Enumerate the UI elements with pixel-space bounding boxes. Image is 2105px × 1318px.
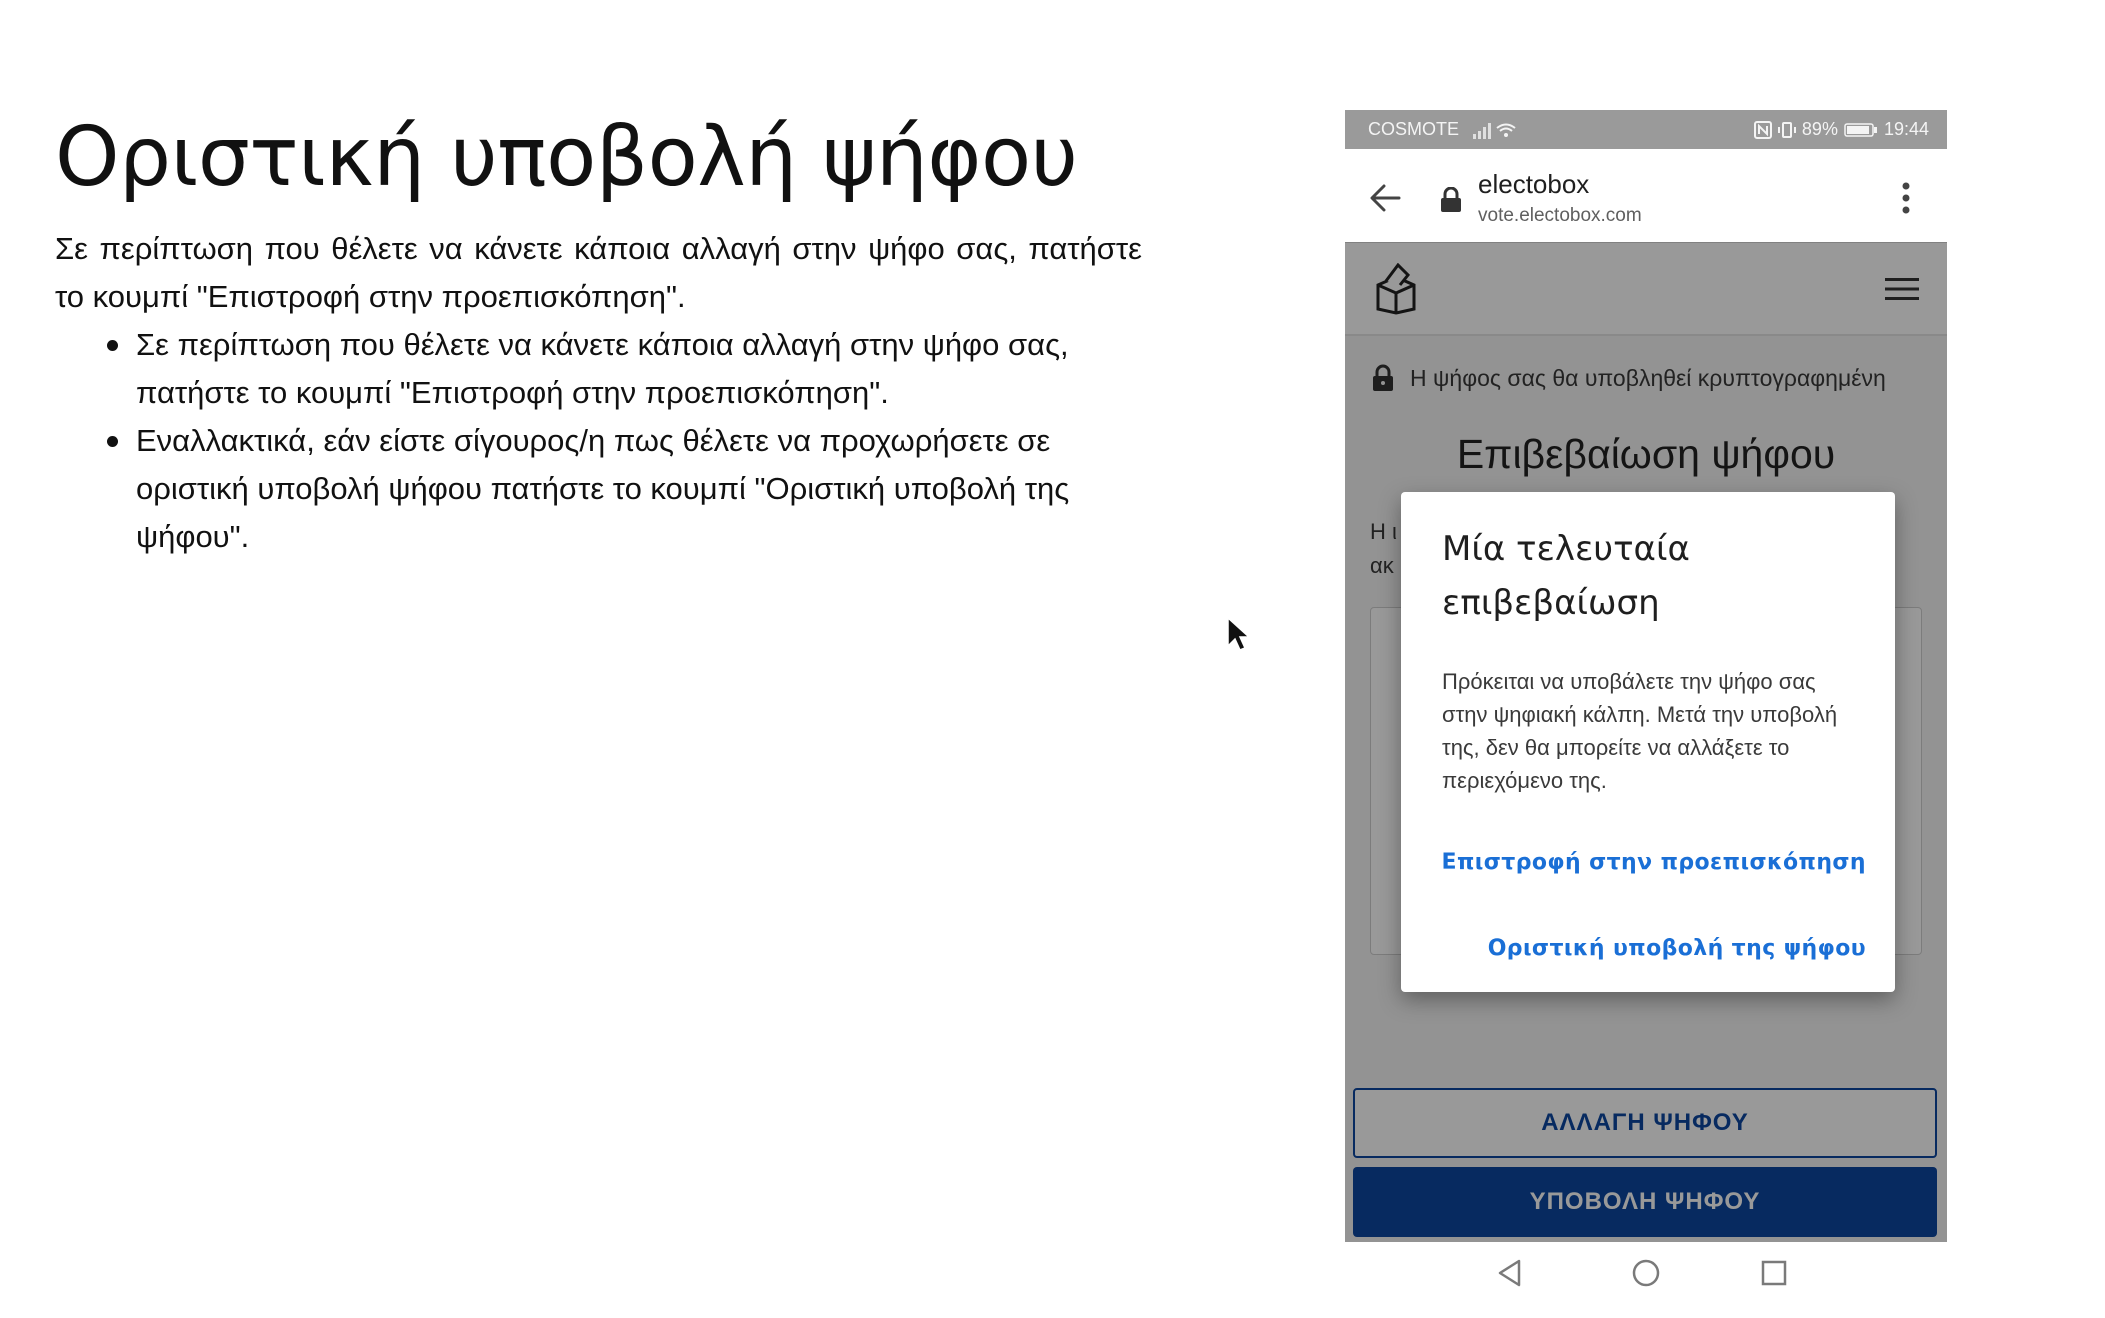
intro-paragraph: Σε περίπτωση που θέλετε να κάνετε κάποια αλλαγή στην ψήφο σας, πατήστε το κουμπί "Επιστροφή στην προεπισκόπηση".: [55, 231, 1142, 314]
lock-icon: [1440, 187, 1462, 213]
carrier-label: COSMOTE: [1368, 119, 1460, 139]
bullet-icon: [107, 436, 118, 447]
list-item: [55, 417, 1142, 561]
clock: 19:44: [1883, 119, 1929, 139]
site-url[interactable]: vote.electobox.com: [1478, 205, 1642, 226]
final-submit-button[interactable]: Οριστική υποβολή της ψήφου: [1488, 930, 1866, 967]
encryption-note-text: Η ψήφος σας θα υποβληθεί κρυπτογραφημένη: [1410, 364, 1886, 391]
nav-back-icon[interactable]: [1495, 1258, 1525, 1288]
site-name: electobox: [1478, 169, 1590, 199]
change-vote-button[interactable]: ΑΛΛΑΓΗ ΨΗΦΟΥ: [1353, 1088, 1937, 1158]
browser-address-bar: [1345, 149, 1947, 243]
status-right: [1754, 119, 1929, 140]
nfc-icon: [1754, 121, 1772, 139]
nav-home-icon[interactable]: [1631, 1258, 1661, 1288]
system-navigation-bar: [1345, 1242, 1947, 1318]
nav-recents-icon[interactable]: [1759, 1258, 1789, 1288]
back-to-preview-button[interactable]: Επιστροφή στην προεπισκόπηση: [1442, 844, 1866, 881]
list-item: [55, 321, 1142, 417]
mouse-cursor-icon: [1226, 616, 1250, 652]
battery-icon: [1844, 123, 1878, 137]
bullet-icon: [107, 340, 118, 351]
list-item-text: Εναλλακτικά, εάν είστε σίγουρος/η πως θέλετε να προχωρήσετε σε οριστική υποβολή ψήφου πατήστε το κουμπί "Οριστική υποβολή της ψήφου".: [136, 423, 1070, 554]
background-text: Η ι ακ: [1370, 519, 1397, 578]
dialog-title: Μία τελευταία επιβεβαίωση: [1442, 529, 1690, 623]
signal-wifi-icon: [1473, 121, 1519, 139]
dialog-body: Πρόκειται να υποβάλετε την ψήφο σας στην ψηφιακή κάλπη. Μετά την υποβολή της, δεν θα μπορείτε να αλλάξετε το περιεχόμενο της.: [1442, 669, 1838, 793]
instruction-list: [55, 321, 1142, 561]
confirmation-dialog: [1401, 492, 1895, 992]
more-vert-icon[interactable]: [1901, 181, 1911, 215]
slide-title: Οριστική υποβολή ψήφου: [55, 110, 1078, 205]
vibrate-icon: [1778, 121, 1796, 139]
submit-vote-button[interactable]: ΥΠΟΒΟΛΗ ΨΗΦΟΥ: [1353, 1167, 1937, 1237]
page-heading: Επιβεβαίωση ψήφου: [1456, 431, 1836, 477]
battery-percent: 89%: [1801, 119, 1838, 139]
list-item-text: Σε περίπτωση που θέλετε να κάνετε κάποια αλλαγή στην ψήφο σας, πατήστε το κουμπί "Επιστροφή στην προεπισκόπηση".: [136, 327, 1069, 410]
arrow-left-icon[interactable]: [1369, 183, 1401, 213]
status-bar: [1345, 110, 1947, 149]
